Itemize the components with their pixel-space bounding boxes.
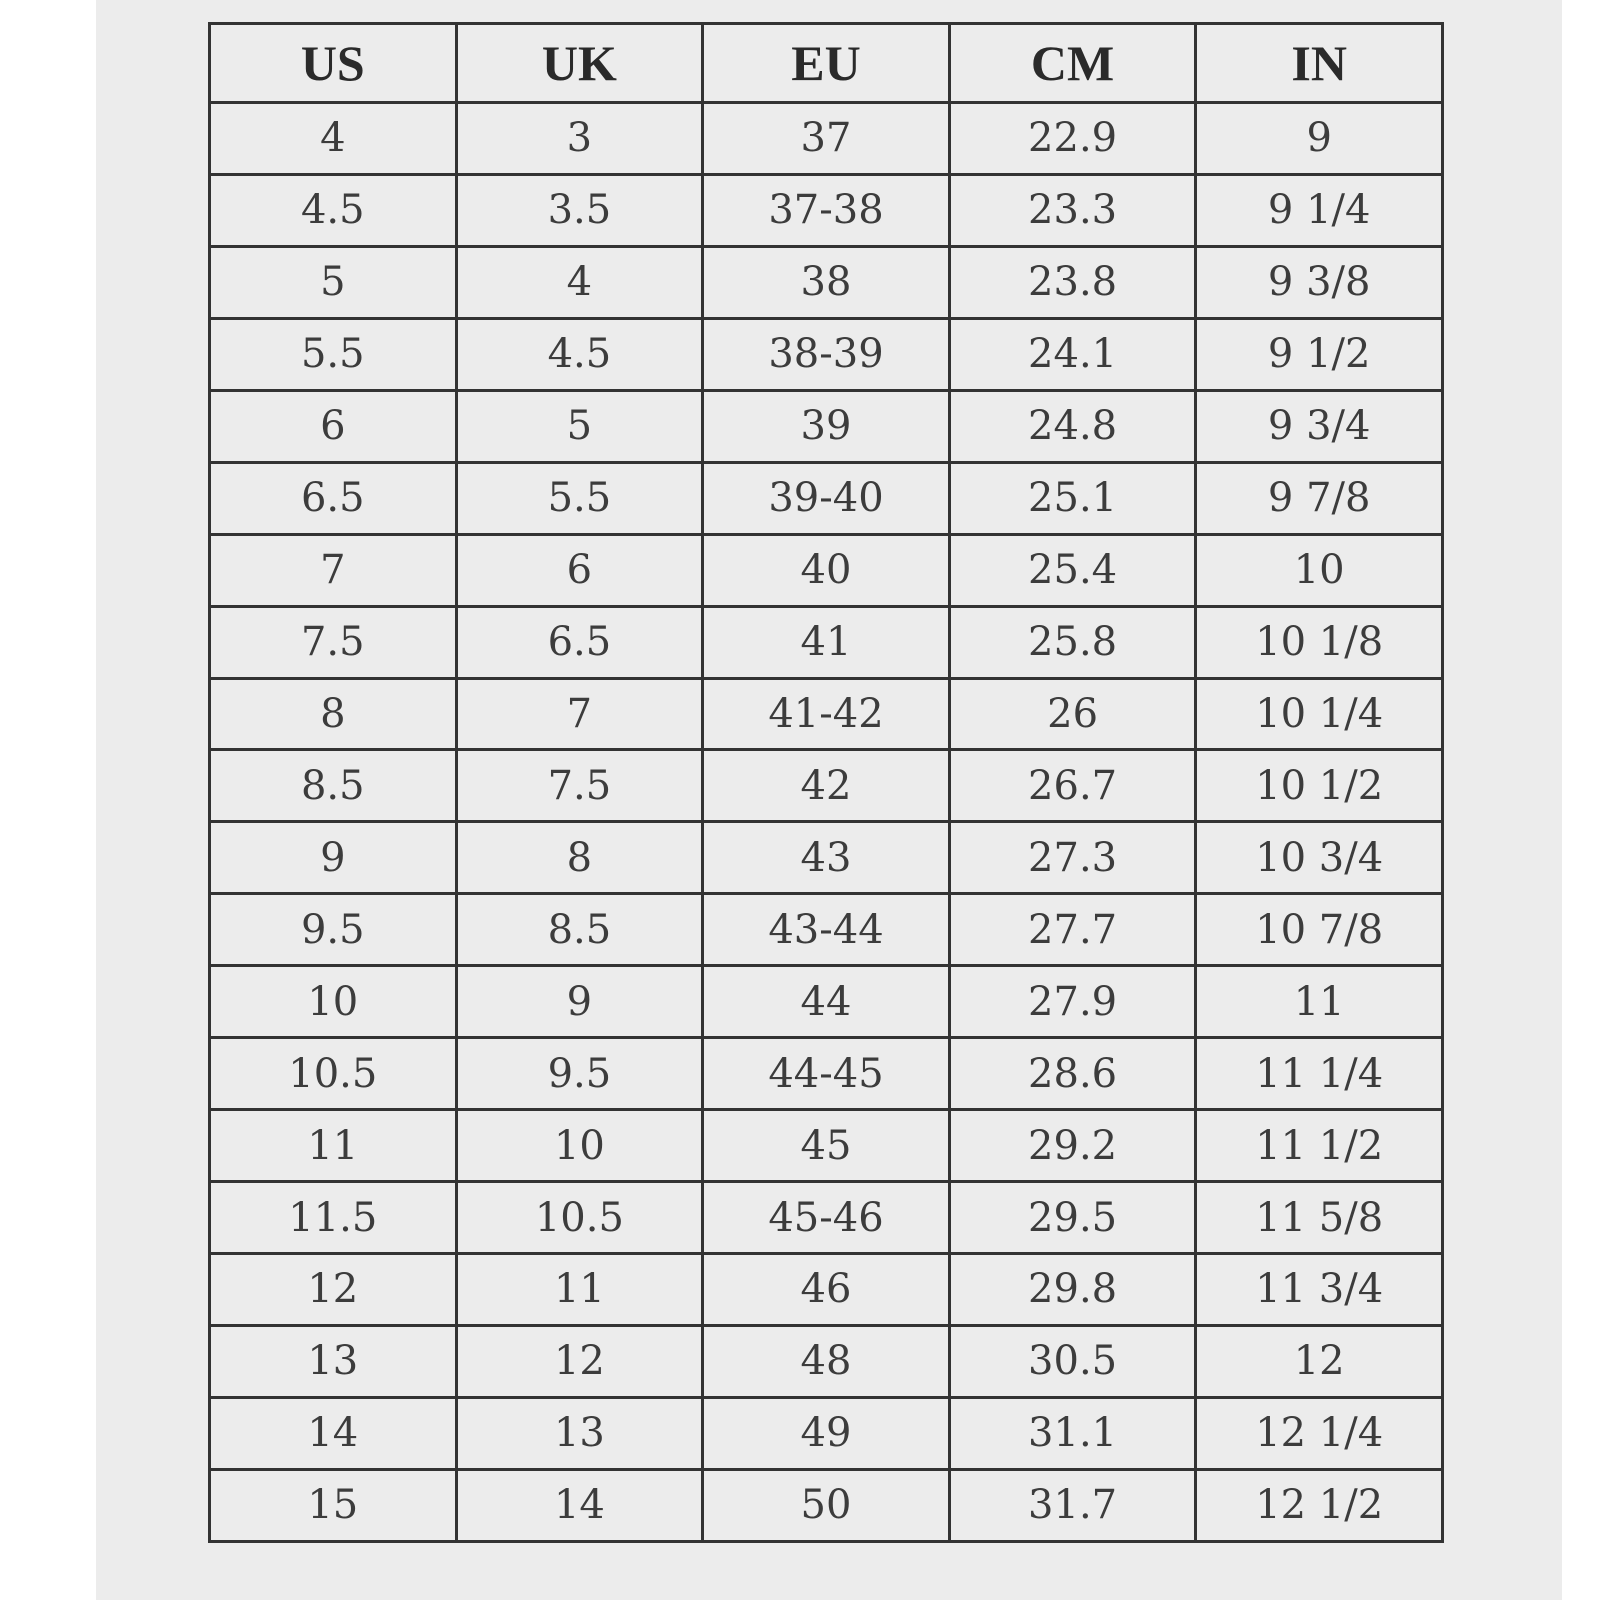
- cell-in: 9 1/2: [1196, 318, 1443, 390]
- table-row: [210, 390, 1443, 462]
- cell-cm: 27.3: [949, 822, 1196, 894]
- cell-uk: 4: [456, 246, 703, 318]
- cell-us: 7: [210, 534, 457, 606]
- column-header-us: US: [210, 24, 457, 103]
- cell-cm: 27.9: [949, 966, 1196, 1038]
- cell-us: 4.5: [210, 174, 457, 246]
- column-header-cm: CM: [949, 24, 1196, 103]
- cell-in: 9 3/4: [1196, 390, 1443, 462]
- cell-uk: 8: [456, 822, 703, 894]
- cell-eu: 49: [703, 1397, 950, 1469]
- cell-us: 5: [210, 246, 457, 318]
- cell-us: 14: [210, 1397, 457, 1469]
- cell-in: 12 1/4: [1196, 1397, 1443, 1469]
- column-header-uk: UK: [456, 24, 703, 103]
- cell-us: 12: [210, 1254, 457, 1326]
- cell-in: 10 7/8: [1196, 894, 1443, 966]
- cell-uk: 8.5: [456, 894, 703, 966]
- cell-in: 11 3/4: [1196, 1254, 1443, 1326]
- cell-in: 12: [1196, 1325, 1443, 1397]
- cell-us: 7.5: [210, 606, 457, 678]
- cell-cm: 31.7: [949, 1469, 1196, 1541]
- cell-uk: 4.5: [456, 318, 703, 390]
- header-row: [210, 24, 1443, 103]
- cell-eu: 46: [703, 1254, 950, 1326]
- cell-in: 11 5/8: [1196, 1182, 1443, 1254]
- cell-uk: 12: [456, 1325, 703, 1397]
- cell-uk: 3.5: [456, 174, 703, 246]
- cell-us: 5.5: [210, 318, 457, 390]
- table-row: [210, 966, 1443, 1038]
- cell-uk: 13: [456, 1397, 703, 1469]
- cell-in: 9 7/8: [1196, 462, 1443, 534]
- cell-eu: 43: [703, 822, 950, 894]
- cell-us: 9: [210, 822, 457, 894]
- cell-us: 11.5: [210, 1182, 457, 1254]
- cell-eu: 37: [703, 103, 950, 175]
- cell-eu: 37-38: [703, 174, 950, 246]
- table-row: [210, 1325, 1443, 1397]
- table-header: [210, 24, 1443, 103]
- cell-us: 10: [210, 966, 457, 1038]
- cell-us: 9.5: [210, 894, 457, 966]
- cell-eu: 39: [703, 390, 950, 462]
- size-conversion-table: [208, 22, 1444, 1543]
- cell-eu: 43-44: [703, 894, 950, 966]
- table-row: [210, 1182, 1443, 1254]
- column-header-eu: EU: [703, 24, 950, 103]
- cell-us: 11: [210, 1110, 457, 1182]
- cell-uk: 7: [456, 678, 703, 750]
- cell-cm: 22.9: [949, 103, 1196, 175]
- cell-cm: 25.1: [949, 462, 1196, 534]
- cell-in: 9 1/4: [1196, 174, 1443, 246]
- cell-cm: 29.2: [949, 1110, 1196, 1182]
- cell-uk: 6.5: [456, 606, 703, 678]
- cell-us: 4: [210, 103, 457, 175]
- cell-us: 15: [210, 1469, 457, 1541]
- cell-uk: 14: [456, 1469, 703, 1541]
- cell-uk: 10: [456, 1110, 703, 1182]
- cell-in: 9: [1196, 103, 1443, 175]
- cell-in: 11 1/4: [1196, 1038, 1443, 1110]
- cell-cm: 24.8: [949, 390, 1196, 462]
- cell-eu: 41-42: [703, 678, 950, 750]
- cell-uk: 11: [456, 1254, 703, 1326]
- cell-in: 10 3/4: [1196, 822, 1443, 894]
- cell-eu: 48: [703, 1325, 950, 1397]
- cell-uk: 5.5: [456, 462, 703, 534]
- cell-eu: 44: [703, 966, 950, 1038]
- cell-in: 10: [1196, 534, 1443, 606]
- table-row: [210, 1254, 1443, 1326]
- cell-cm: 29.5: [949, 1182, 1196, 1254]
- cell-in: 11: [1196, 966, 1443, 1038]
- cell-uk: 9: [456, 966, 703, 1038]
- cell-us: 6.5: [210, 462, 457, 534]
- cell-uk: 10.5: [456, 1182, 703, 1254]
- cell-uk: 6: [456, 534, 703, 606]
- cell-eu: 39-40: [703, 462, 950, 534]
- cell-in: 11 1/2: [1196, 1110, 1443, 1182]
- cell-cm: 26: [949, 678, 1196, 750]
- table-row: [210, 103, 1443, 175]
- table-row: [210, 246, 1443, 318]
- table-row: [210, 1110, 1443, 1182]
- cell-in: 12 1/2: [1196, 1469, 1443, 1541]
- cell-us: 6: [210, 390, 457, 462]
- cell-cm: 24.1: [949, 318, 1196, 390]
- table-body: [210, 103, 1443, 1542]
- cell-cm: 29.8: [949, 1254, 1196, 1326]
- table-row: [210, 1397, 1443, 1469]
- table-row: [210, 534, 1443, 606]
- cell-eu: 38-39: [703, 318, 950, 390]
- cell-cm: 23.3: [949, 174, 1196, 246]
- table-row: [210, 606, 1443, 678]
- cell-cm: 28.6: [949, 1038, 1196, 1110]
- cell-eu: 42: [703, 750, 950, 822]
- cell-cm: 31.1: [949, 1397, 1196, 1469]
- cell-in: 10 1/4: [1196, 678, 1443, 750]
- table-row: [210, 894, 1443, 966]
- cell-uk: 5: [456, 390, 703, 462]
- cell-cm: 25.8: [949, 606, 1196, 678]
- cell-in: 10 1/8: [1196, 606, 1443, 678]
- page-background: [96, 0, 1562, 1600]
- cell-eu: 45-46: [703, 1182, 950, 1254]
- table-row: [210, 318, 1443, 390]
- cell-us: 13: [210, 1325, 457, 1397]
- cell-eu: 41: [703, 606, 950, 678]
- cell-in: 9 3/8: [1196, 246, 1443, 318]
- table-row: [210, 462, 1443, 534]
- cell-eu: 38: [703, 246, 950, 318]
- table-row: [210, 678, 1443, 750]
- cell-cm: 23.8: [949, 246, 1196, 318]
- table-row: [210, 1469, 1443, 1541]
- table-row: [210, 750, 1443, 822]
- cell-eu: 40: [703, 534, 950, 606]
- cell-cm: 26.7: [949, 750, 1196, 822]
- column-header-in: IN: [1196, 24, 1443, 103]
- table-row: [210, 822, 1443, 894]
- cell-eu: 50: [703, 1469, 950, 1541]
- cell-cm: 30.5: [949, 1325, 1196, 1397]
- cell-us: 10.5: [210, 1038, 457, 1110]
- cell-eu: 44-45: [703, 1038, 950, 1110]
- table-row: [210, 1038, 1443, 1110]
- cell-in: 10 1/2: [1196, 750, 1443, 822]
- cell-uk: 7.5: [456, 750, 703, 822]
- cell-cm: 25.4: [949, 534, 1196, 606]
- cell-eu: 45: [703, 1110, 950, 1182]
- cell-cm: 27.7: [949, 894, 1196, 966]
- cell-uk: 3: [456, 103, 703, 175]
- table-row: [210, 174, 1443, 246]
- cell-us: 8.5: [210, 750, 457, 822]
- cell-uk: 9.5: [456, 1038, 703, 1110]
- cell-us: 8: [210, 678, 457, 750]
